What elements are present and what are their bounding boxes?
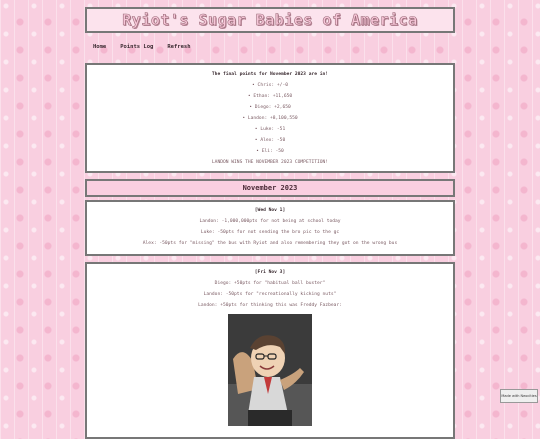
plush-photo-illustration <box>228 314 312 426</box>
entry-date: [Wed Nov 1] <box>254 208 286 213</box>
page-container <box>85 0 455 439</box>
entry-line: Diego: +50pts for "habitual ball buster" <box>214 281 326 286</box>
points-line-landon: • Landon: +8,100,550 <box>242 116 298 121</box>
entry-line: Alex: -50pts for "missing" the bus with Ryiot and also remembering they got on the wrong bus <box>142 241 398 246</box>
log-entry-nov-1 <box>85 200 455 256</box>
nav-bar <box>85 35 455 59</box>
log-entry-nov-3 <box>85 262 455 439</box>
nav-home-link[interactable]: Home <box>93 44 107 50</box>
winner-announcement: LANDON WINS THE NOVEMBER 2023 COMPETITION! <box>211 160 329 165</box>
final-points-box <box>85 63 455 173</box>
points-line-ethan: • Ethan: +11,650 <box>247 94 293 99</box>
site-title: Ryiot's Sugar Babies of America <box>122 11 418 29</box>
points-line-eli: • Eli: -50 <box>256 149 284 154</box>
nav-refresh-link[interactable]: Refresh <box>167 44 191 50</box>
month-header <box>85 179 455 197</box>
points-line-alex: • Alex: -50 <box>254 138 286 143</box>
nav-points-log-link[interactable]: Points Log <box>120 44 154 50</box>
final-points-heading: The final points for November 2023 are in! <box>211 72 329 77</box>
month-label: November 2023 <box>242 184 298 192</box>
plush-photo <box>228 314 312 426</box>
points-line-diego: • Diego: +2,650 <box>249 105 291 110</box>
entry-line: Landon: -50pts for "recreationally kicking nuts" <box>203 292 337 297</box>
neocities-badge-label: Made with Neocities <box>501 394 537 398</box>
entry-line: Landon: +50pts for thinking this was Freddy Fazbear: <box>198 303 342 308</box>
entry-line: Luke: -50pts for not sending the bro pic to the gc <box>200 230 340 235</box>
entry-line: Landon: -1,000,000pts for not being at school today <box>199 219 341 224</box>
site-header <box>85 7 455 33</box>
entry-date: [Fri Nov 3] <box>254 270 286 275</box>
neocities-badge[interactable] <box>500 389 538 403</box>
points-line-luke: • Luke: -51 <box>254 127 286 132</box>
points-line-chris: • Chris: +/-0 <box>252 83 288 88</box>
